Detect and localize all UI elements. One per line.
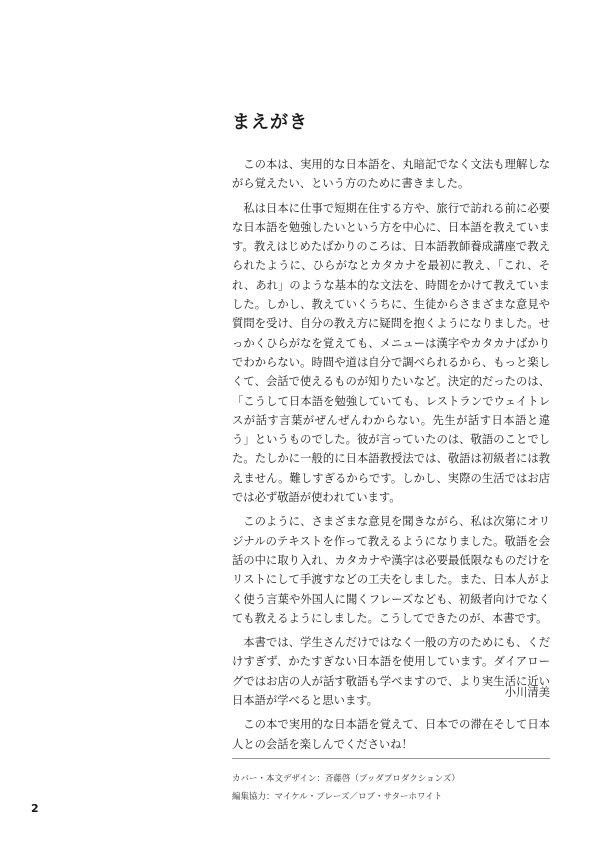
paragraph: この本は、実用的な日本語を、丸暗記でなく文法も理解しながら覚えたい、という方のために書きました。 bbox=[232, 158, 550, 191]
paragraph: 私は日本に仕事で短期在住する方や、旅行で訪れる前に必要な日本語を勉強したいという方を中心に、日本語を教えています。教えはじめたばかりのころは、日本語教師養成講座で教えられたように、ひらがなとカタカナを最初に教え、「これ、それ、あれ」のような基本的な文法を、時間をかけて教えていました。しかし、教えていくうちに、生徒からさまざまな意見や質問を受け、自分の教え方に疑問を抱くようになりました。せっかくひらがなを覚えても、メニューは漢字やカタカナばかりでわからない。時間や道は自分で調べられるから、もっと楽しくて、会話で使えるものが知りたいなど。決定的だったのは、「こうして日本語を勉強していても、レストランでウェイトレスが話す言葉がぜんぜんわからない。先生が話す日本語と違う」というものでした。彼が言っていたのは、敬語のことでした。たしかに一般的に日本語教授法では、敬語は初級者には教えません。難しすぎるからです。しかし、実際の生活ではお店では必ず敬語が使われています。 bbox=[232, 201, 550, 505]
preface-body bbox=[232, 155, 550, 759]
paragraph: このように、さまざまな意見を聞きながら、私は次第にオリジナルのテキストを作って教えるようになりました。敬語を会話の中に取り入れ、カタカナや漢字は必要最低限なものだけをリストにして手渡すなどの工夫をしました。また、日本人がよく使う言葉や外国人に聞くフレーズなども、初級者向けでなくても教えるようにしました。こうしてできたのが、本書です。 bbox=[232, 515, 550, 625]
page-number: 2 bbox=[31, 802, 39, 815]
credit-design: カバー・本文デザイン：斉藤啓（ブッダプロダクションズ） bbox=[232, 774, 460, 784]
page-title: まえがき bbox=[232, 112, 308, 134]
divider bbox=[232, 758, 550, 759]
paragraph: この本で実用的な日本語を覚えて、日本での滞在そして日本人との会話を楽しんでくださいね！ bbox=[232, 718, 550, 751]
credits bbox=[232, 770, 550, 806]
author-signature: 小川清美 bbox=[504, 686, 550, 699]
paragraph: 本書では、学生さんだけではなく一般の方のためにも、くだけすぎず、かたすぎない日本語を使用しています。ダイアローグではお店の人が話す敬語も学べますので、より実生活に近い日本語が学べると思います。 bbox=[232, 636, 550, 708]
credit-editing: 編集協力：マイケル・ブレーズ／ロブ・サターホワイト bbox=[232, 792, 443, 802]
